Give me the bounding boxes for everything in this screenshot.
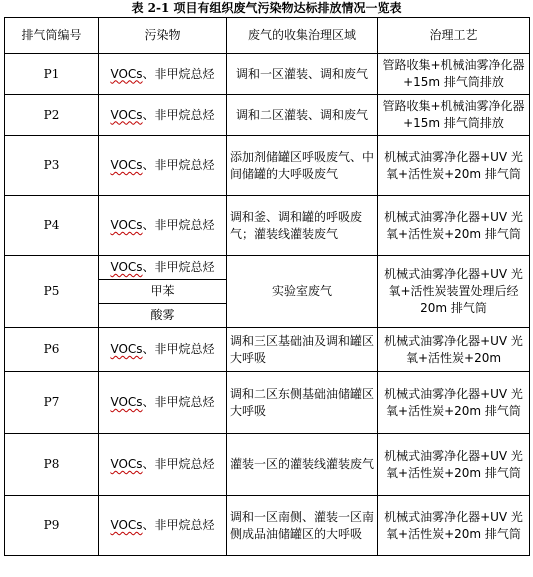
vocs-term: VOCs [110, 395, 143, 409]
header-treatment-process: 治理工艺 [378, 18, 530, 54]
stack-id: P9 [5, 496, 99, 556]
vocs-term: VOCs [110, 342, 143, 356]
table-row [5, 196, 530, 256]
pollutant-cell [99, 496, 227, 556]
table-row [5, 136, 530, 196]
treatment-process: 机械式油雾净化器+UV 光氧+活性炭+20m 排气筒 [378, 372, 530, 434]
collection-area: 灌装一区的灌装线灌装废气 [227, 434, 378, 496]
collection-area: 调和二区灌装、调和废气 [227, 95, 378, 136]
collection-area: 调和一区南侧、灌装一区南侧成品油储罐区的大呼吸 [227, 496, 378, 556]
table-row [5, 95, 530, 136]
pollutant-cell [99, 328, 227, 372]
table-row [5, 54, 530, 95]
table-row [5, 372, 530, 434]
pollutant-cell [99, 372, 227, 434]
pollutant-rest: 、非甲烷总烃 [142, 342, 215, 356]
table-row [5, 256, 530, 280]
pollutant-rest: 、非甲烷总烃 [142, 66, 215, 81]
collection-area: 调和二区东侧基础油储罐区大呼吸 [227, 372, 378, 434]
pollutant-rest: 、非甲烷总烃 [142, 218, 215, 232]
table-row [5, 328, 530, 372]
pollutant-cell [99, 136, 227, 196]
pollutant-rest: 、非甲烷总烃 [142, 457, 215, 471]
collection-area: 调和三区基础油及调和罐区大呼吸 [227, 328, 378, 372]
stack-id: P3 [5, 136, 99, 196]
table-row [5, 434, 530, 496]
pollutant-cell: 甲苯 [99, 280, 227, 304]
collection-area: 调和釜、调和罐的呼吸废气；灌装线灌装废气 [227, 196, 378, 256]
vocs-term: VOCs [110, 66, 143, 81]
pollutant-rest: 、非甲烷总烃 [142, 107, 215, 122]
vocs-term: VOCs [110, 260, 143, 274]
vocs-term: VOCs [110, 218, 143, 232]
pollutant-cell: 酸雾 [99, 304, 227, 328]
vocs-term: VOCs [110, 518, 143, 532]
stack-id: P8 [5, 434, 99, 496]
treatment-process: 机械式油雾净化器+UV 光氧+活性炭+20m 排气筒 [378, 196, 530, 256]
pollutant-cell [99, 95, 227, 136]
header-collection-area: 废气的收集治理区域 [227, 18, 378, 54]
stack-id: P1 [5, 54, 99, 95]
treatment-process: 管路收集+机械油雾净化器+15m 排气筒排放 [378, 54, 530, 95]
treatment-process: 管路收集+机械油雾净化器+15m 排气筒排放 [378, 95, 530, 136]
collection-area: 添加剂储罐区呼吸废气、中间储罐的大呼吸废气 [227, 136, 378, 196]
header-pollutant: 污染物 [99, 18, 227, 54]
table-row [5, 496, 530, 556]
pollutant-rest: 、非甲烷总烃 [142, 260, 215, 274]
pollutant-cell [99, 256, 227, 280]
pollutant-cell [99, 434, 227, 496]
pollutant-cell [99, 54, 227, 95]
stack-id: P7 [5, 372, 99, 434]
pollutant-rest: 、非甲烷总烃 [142, 395, 215, 409]
stack-id: P6 [5, 328, 99, 372]
table-caption: 表 2-1 项目有组织废气污染物达标排放情况一览表 [131, 1, 402, 15]
treatment-process: 机械式油雾净化器+UV 光氧+活性炭装置处理后经 20m 排气筒 [378, 256, 530, 328]
stack-id: P4 [5, 196, 99, 256]
table-header-row [5, 18, 530, 54]
treatment-process: 机械式油雾净化器+UV 光氧+活性炭+20m [378, 328, 530, 372]
stack-id: P5 [5, 256, 99, 328]
vocs-term: VOCs [110, 158, 143, 172]
treatment-process: 机械式油雾净化器+UV 光氧+活性炭+20m 排气筒 [378, 434, 530, 496]
stack-id: P2 [5, 95, 99, 136]
pollutant-rest: 、非甲烷总烃 [142, 158, 215, 172]
treatment-process: 机械式油雾净化器+UV 光氧+活性炭+20m 排气筒 [378, 496, 530, 556]
emission-table [4, 17, 530, 556]
vocs-term: VOCs [110, 107, 143, 122]
pollutant-rest: 、非甲烷总烃 [142, 518, 215, 532]
pollutant-cell [99, 196, 227, 256]
collection-area: 调和一区灌装、调和废气 [227, 54, 378, 95]
header-stack-id: 排气筒编号 [5, 18, 99, 54]
treatment-process: 机械式油雾净化器+UV 光氧+活性炭+20m 排气筒 [378, 136, 530, 196]
collection-area: 实验室废气 [227, 256, 378, 328]
vocs-term: VOCs [110, 457, 143, 471]
